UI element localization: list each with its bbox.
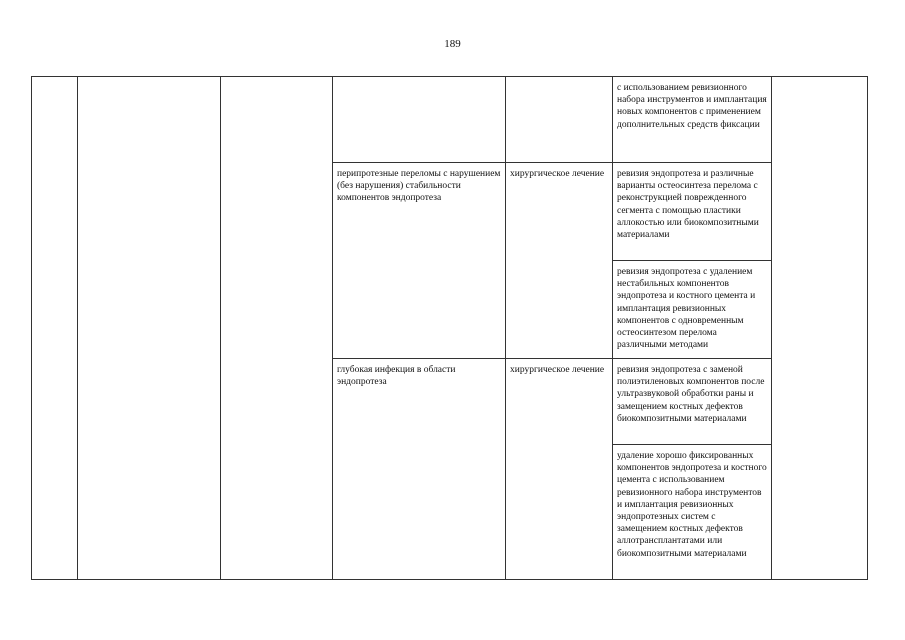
table-cell-method: ревизия эндопротеза и различные варианты остеосинтеза перелома с реконструкцией поврежденного сегмента с помощью пластики аллокостью или биокомпозитными материалами	[613, 163, 772, 261]
table-row	[32, 77, 868, 163]
table-cell-method: удаление хорошо фиксированных компонентов эндопротеза и костного цемента с использованием ревизионного набора инструментов и имплантация ревизионных эндопротезных систем с замещением костных дефектов аллотрансплантатами или биокомпозитными материалами	[613, 445, 772, 580]
table-cell-method: с использованием ревизионного набора инструментов и имплантация новых компонентов с применением дополнительных средств фиксации	[613, 77, 772, 163]
medical-care-table	[31, 76, 868, 580]
table-cell-code	[221, 77, 333, 580]
table-cell-method: ревизия эндопротеза с удалением нестабильных компонентов эндопротеза и костного цемента и имплантация ревизионных компонентов с одновременным остеосинтезом перелома различными методами	[613, 261, 772, 359]
table-cell-treatment: хирургическое лечение	[506, 359, 613, 580]
table-cell-method: ревизия эндопротеза с заменой полиэтиленовых компонентов после ультразвуковой обработки раны и замещением костных дефектов биокомпозитными материалами	[613, 359, 772, 445]
table-cell-norm	[772, 77, 868, 580]
table-cell-treatment	[506, 77, 613, 163]
table-cell-diagnosis	[333, 77, 506, 163]
table-cell-diagnosis: перипротезные переломы с нарушением (без нарушения) стабильности компонентов эндопротеза	[333, 163, 506, 359]
table-cell-number	[32, 77, 78, 580]
table-cell-diagnosis: глубокая инфекция в области эндопротеза	[333, 359, 506, 580]
table-cell-profile	[78, 77, 221, 580]
table-cell-treatment: хирургическое лечение	[506, 163, 613, 359]
page-number: 189	[444, 38, 461, 50]
